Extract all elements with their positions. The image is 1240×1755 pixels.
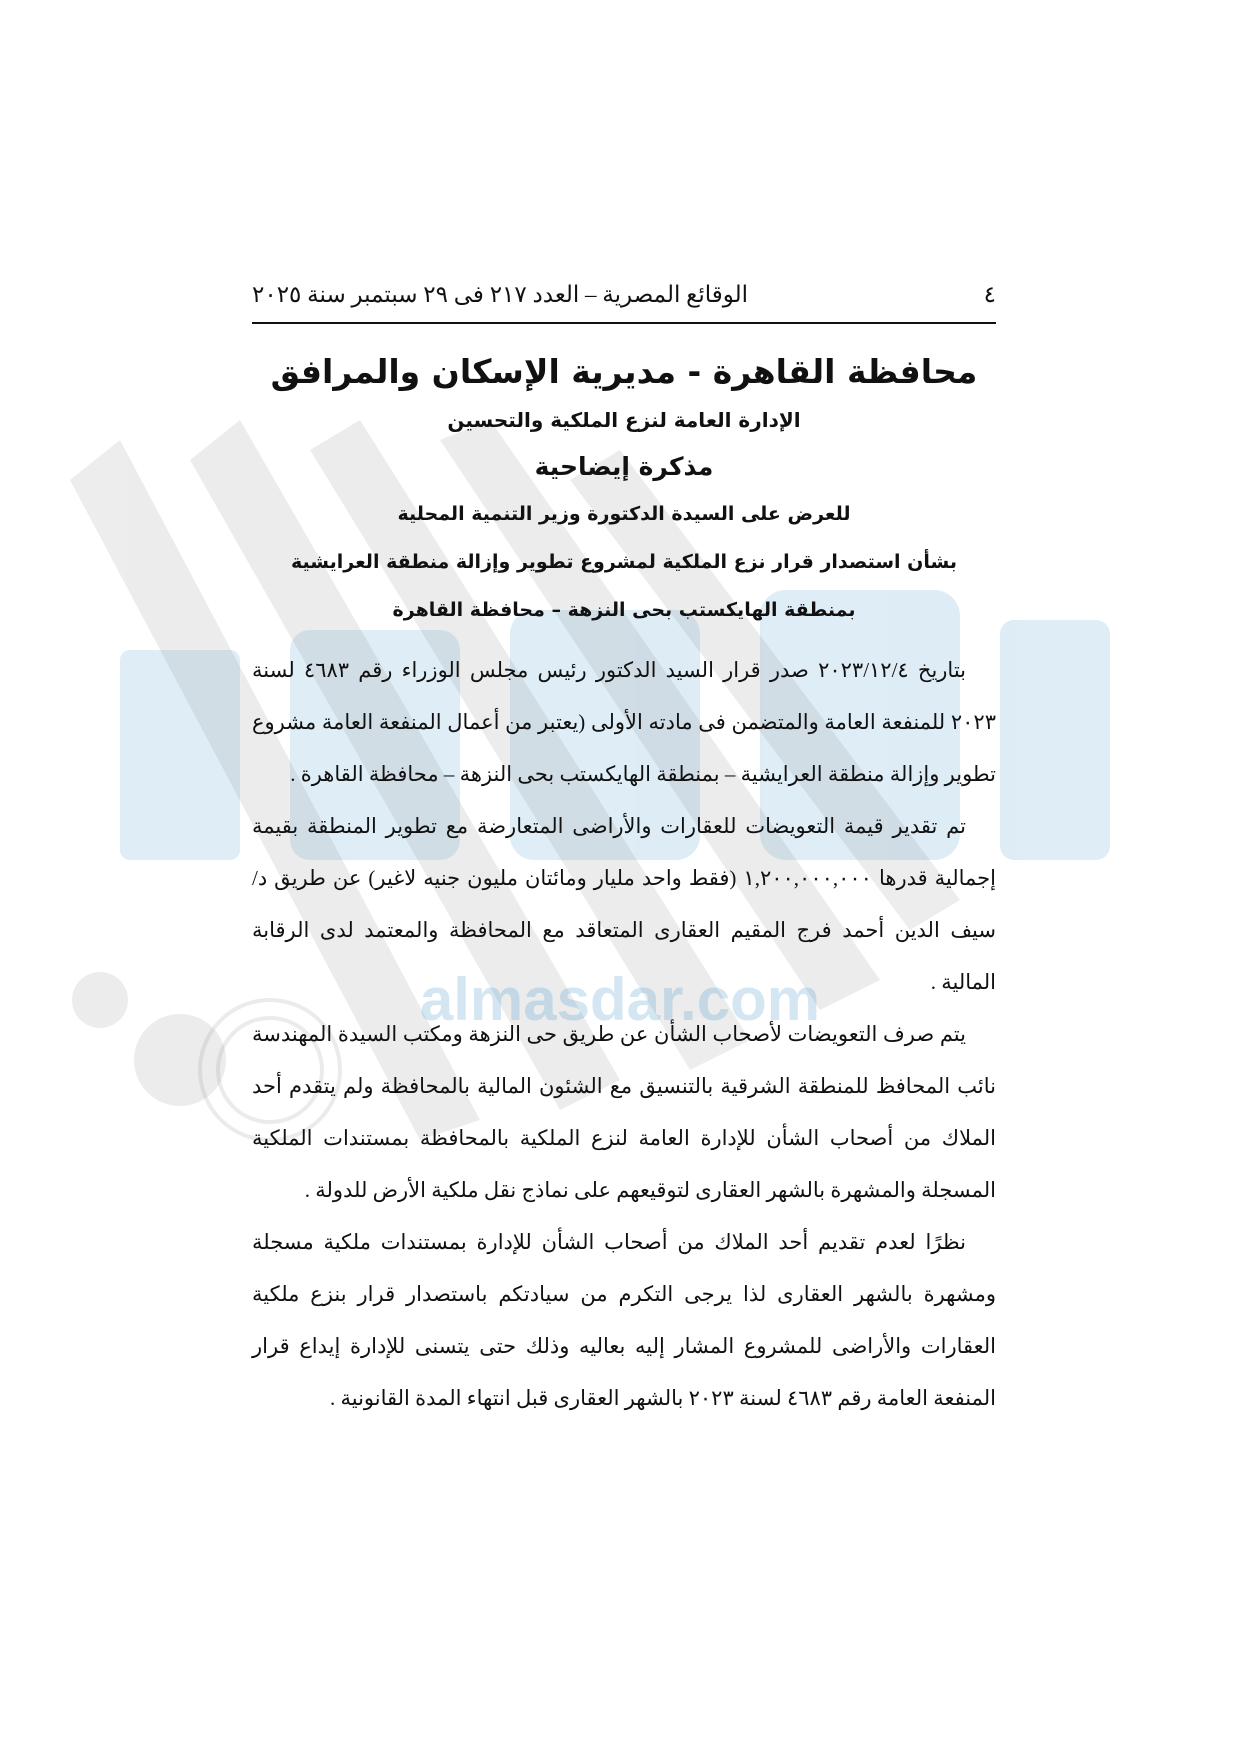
memo-title: مذكرة إيضاحية — [534, 452, 714, 481]
paragraph-1: بتاريخ ٢٠٢٣/١٢/٤ صدر قرار السيد الدكتور رئيس مجلس الوزراء رقم ٤٦٨٣ لسنة ٢٠٢٣ للمنفعة العامة والمتضمن فى مادته الأولى (يعتبر من أعمال المنفعة العامة مشروع تطوير وإزالة منطقة العرايشية – بمنطقة الهايكستب بحى النزهة – محافظة القاهرة . — [252, 658, 996, 786]
paragraph-3: يتم صرف التعويضات لأصحاب الشأن عن طريق حى النزهة ومكتب السيدة المهندسة نائب المحافظ للمنطقة الشرقية بالتنسيق مع الشئون المالية بالمحافظة ولم يتقدم أحد الملاك من أصحاب الشأن للإدارة العامة لنزع الملكية بالمحافظة بمستندات الملكية المسجلة والمشهرة بالشهر العقارى لتوقيعهم على نماذج نقل ملكية الأرض للدولة . — [252, 1022, 996, 1202]
header-rule — [252, 322, 996, 324]
authority-title: محافظة القاهرة - مديرية الإسكان والمرافق — [270, 352, 978, 391]
running-header — [252, 282, 996, 322]
gazette-page — [252, 282, 996, 1424]
paragraph-2: تم تقدير قيمة التعويضات للعقارات والأراضى المتعارضة مع تطوير المنطقة بقيمة إجمالية قدرها ١,٢٠٠,٠٠٠,٠٠٠ (فقط واحد مليار ومائتان مليون جنيه لاغير) عن طريق د/ سيف الدين أحمد فرج المقيم العقارى المتعاقد مع المحافظة والمعتمد لدى الرقابة المالية . — [252, 814, 996, 994]
running-title: الوقائع المصرية – العدد ٢١٧ فى ٢٩ سبتمبر سنة ٢٠٢٥ — [252, 282, 749, 307]
watermark-text: almasdar.com — [419, 966, 821, 1033]
subject-line-2: بمنطقة الهايكستب بحى النزهة – محافظة القاهرة — [392, 599, 856, 621]
addressee-line: للعرض على السيدة الدكتورة وزير التنمية المحلية — [397, 503, 851, 525]
memo-body — [252, 644, 996, 1424]
subject-line-1: بشأن استصدار قرار نزع الملكية لمشروع تطوير وإزالة منطقة العرايشية — [291, 551, 957, 573]
page-number: ٤ — [983, 282, 996, 307]
department-title: الإدارة العامة لنزع الملكية والتحسين — [447, 408, 801, 432]
paragraph-4: نظرًا لعدم تقديم أحد الملاك من أصحاب الشأن للإدارة بمستندات ملكية مسجلة ومشهرة بالشهر العقارى لذا يرجى التكرم من سيادتكم باستصدار قرار بنزع ملكية العقارات والأراضى للمشروع المشار إليه بعاليه وذلك حتى يتسنى للإدارة إيداع قرار المنفعة العامة رقم ٤٦٨٣ لسنة ٢٠٢٣ بالشهر العقارى قبل انتهاء المدة القانونية . — [252, 1230, 996, 1410]
